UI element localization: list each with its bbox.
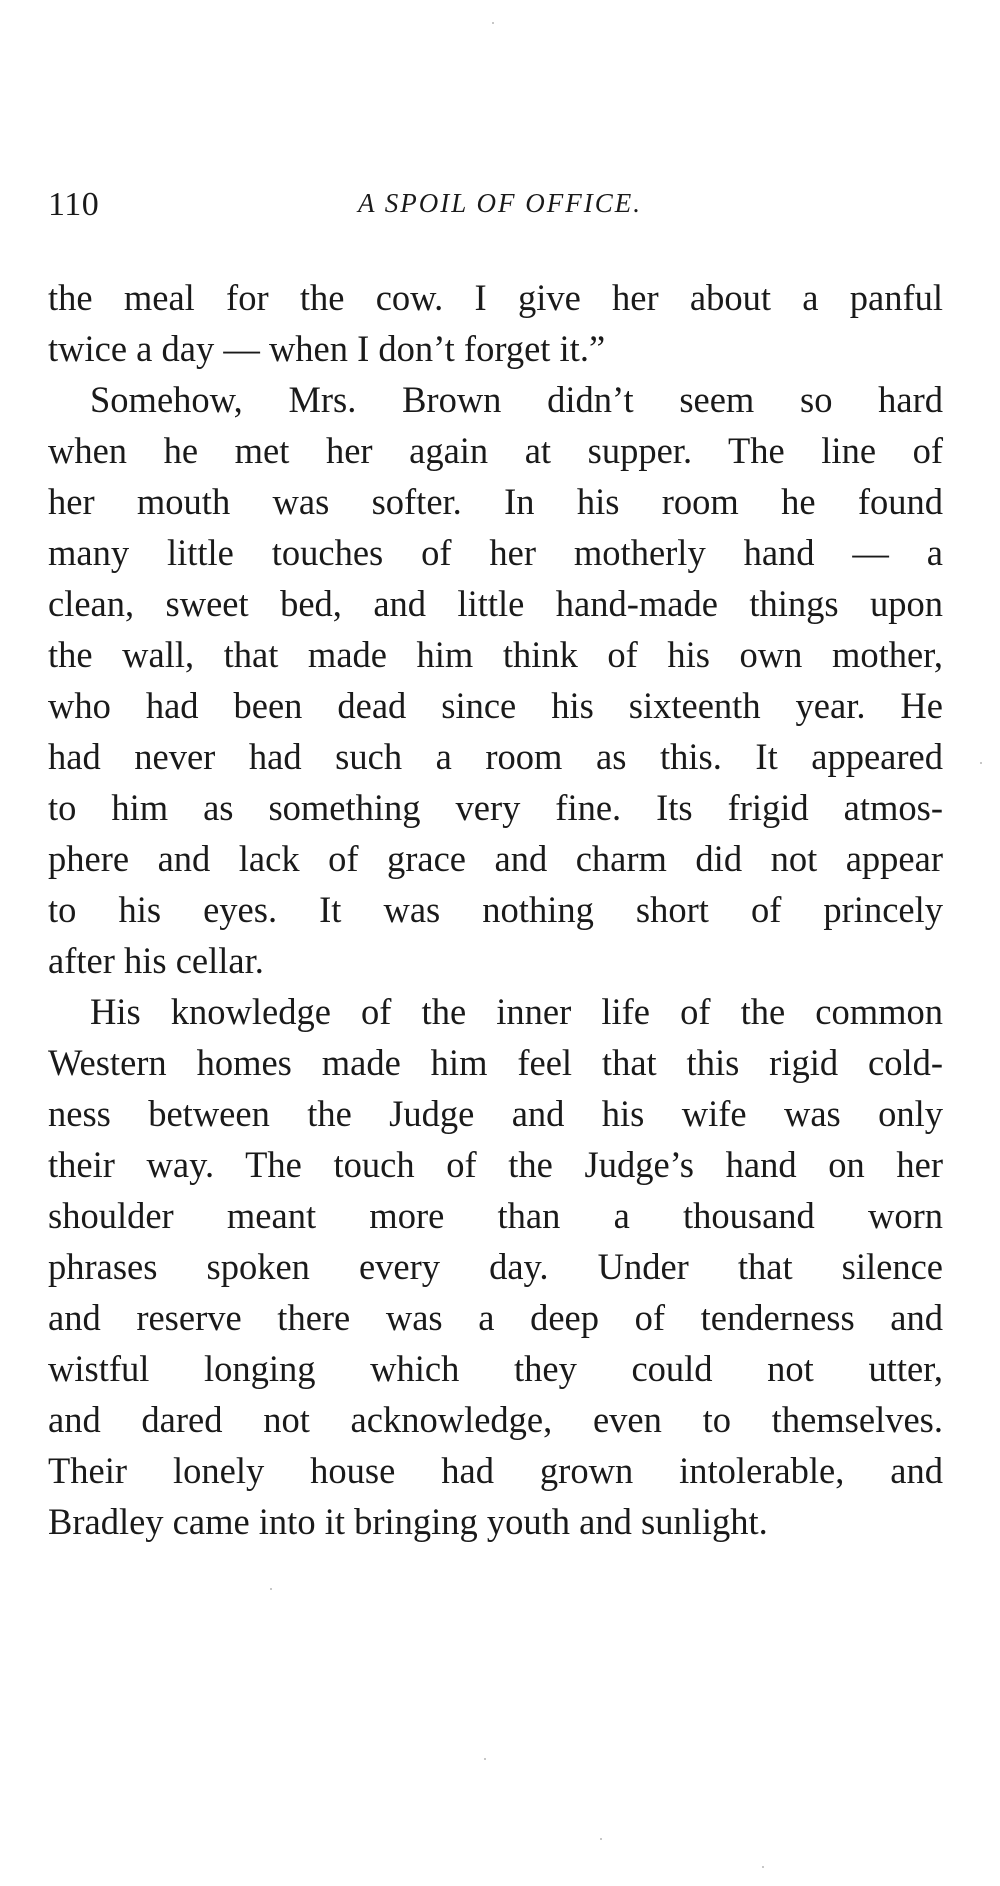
- text-line: to him as something very fine. Its frigid atmos-: [48, 787, 943, 828]
- page-number: 110: [48, 186, 100, 223]
- page-header: [48, 186, 943, 236]
- text-line: many little touches of her motherly hand — a: [48, 532, 943, 573]
- scan-speck: [762, 1866, 764, 1868]
- scan-speck: [600, 1838, 602, 1840]
- text-line: phrases spoken every day. Under that silence: [48, 1246, 943, 1287]
- text-line: her mouth was softer. In his room he found: [48, 481, 943, 522]
- text-line: His knowledge of the inner life of the common: [90, 991, 943, 1032]
- scan-speck: [492, 22, 494, 24]
- text-line: who had been dead since his sixteenth year. He: [48, 685, 943, 726]
- running-title: A SPOIL OF OFFICE.: [358, 188, 642, 218]
- text-line: had never had such a room as this. It appeared: [48, 736, 943, 777]
- text-line: ness between the Judge and his wife was only: [48, 1093, 943, 1134]
- text-line: and reserve there was a deep of tenderness and: [48, 1297, 943, 1338]
- text-line: when he met her again at supper. The line of: [48, 430, 943, 471]
- text-line: Bradley came into it bringing youth and sunlight.: [48, 1501, 768, 1542]
- text-line: the wall, that made him think of his own mother,: [48, 634, 943, 675]
- text-line: Their lonely house had grown intolerable, and: [48, 1450, 943, 1491]
- scan-speck: [980, 762, 982, 764]
- body-text: [48, 272, 943, 1547]
- text-line: Somehow, Mrs. Brown didn’t seem so hard: [90, 379, 943, 420]
- scan-speck: [270, 1588, 272, 1590]
- text-line: clean, sweet bed, and little hand-made things upon: [48, 583, 943, 624]
- text-line: phere and lack of grace and charm did not appear: [48, 838, 943, 879]
- text-line: to his eyes. It was nothing short of princely: [48, 889, 943, 930]
- text-line: shoulder meant more than a thousand worn: [48, 1195, 943, 1236]
- text-line: twice a day — when I don’t forget it.”: [48, 328, 606, 369]
- scan-speck: [484, 1758, 486, 1760]
- text-line: wistful longing which they could not utter,: [48, 1348, 943, 1389]
- text-line: Western homes made him feel that this rigid cold-: [48, 1042, 943, 1083]
- text-line: after his cellar.: [48, 940, 264, 981]
- text-line: and dared not acknowledge, even to themselves.: [48, 1399, 943, 1440]
- text-line: their way. The touch of the Judge’s hand on her: [48, 1144, 943, 1185]
- text-line: the meal for the cow. I give her about a panful: [48, 277, 943, 318]
